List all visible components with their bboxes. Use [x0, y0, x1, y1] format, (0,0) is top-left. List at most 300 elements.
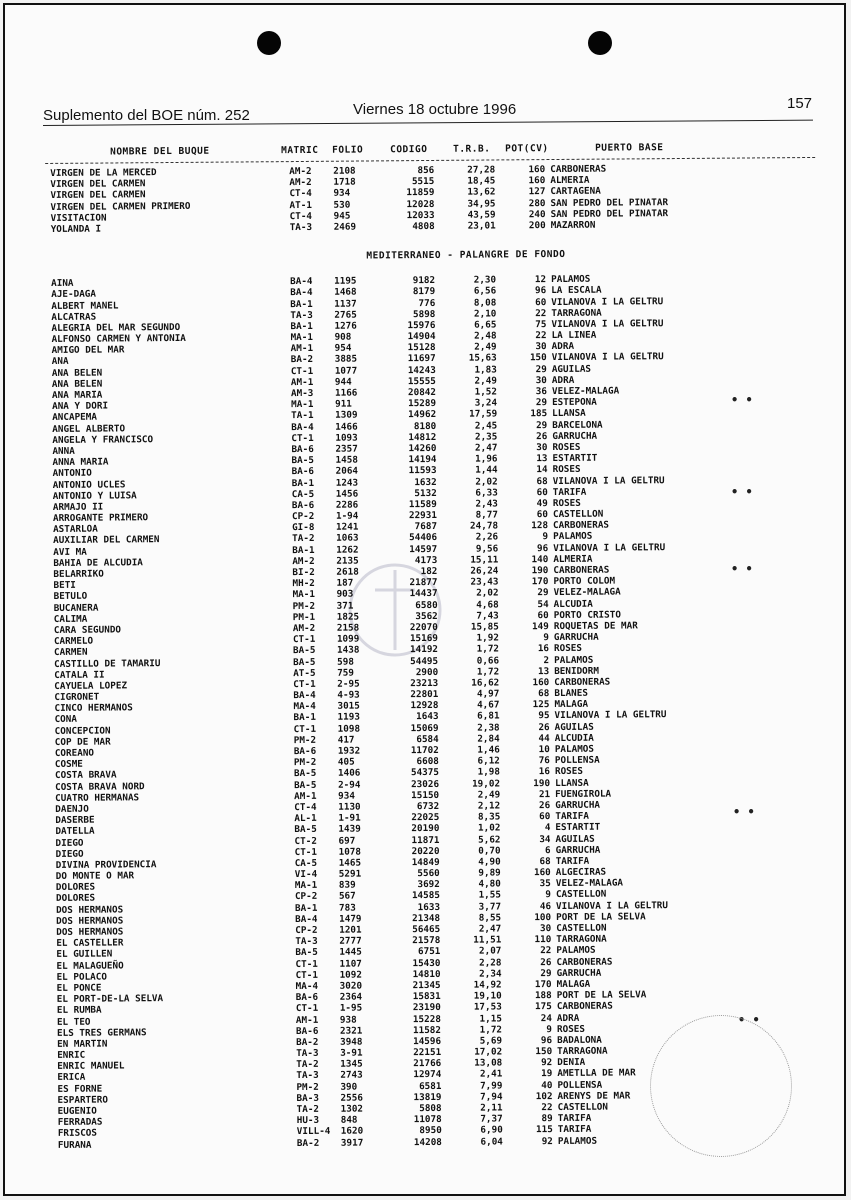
potencia-cell: 36 — [535, 386, 548, 398]
matricula-cell: BA-5 — [293, 656, 316, 668]
potencia-cell: 128 — [531, 520, 549, 532]
matricula-cell: BA-1 — [293, 712, 316, 724]
matricula-cell: MA-1 — [291, 399, 314, 411]
folio-cell: 1107 — [339, 958, 362, 970]
puerto-base-cell: VILANOVA I LA GELTRU — [555, 899, 669, 912]
folio-cell: 2-94 — [338, 779, 361, 791]
puerto-base-cell: VILANOVA I LA GELTRU — [552, 474, 665, 487]
codigo-cell: 182 — [420, 565, 438, 578]
folio-cell: 2364 — [339, 991, 363, 1003]
puerto-base-cell: ESTEPONA — [552, 396, 597, 409]
vessel-name-cell: DIEGO — [55, 837, 84, 849]
trb-cell: 2,12 — [477, 800, 501, 812]
matricula-cell: BA-5 — [295, 947, 318, 959]
folio-cell: 3020 — [339, 980, 363, 992]
trb-cell: 43,59 — [467, 209, 496, 221]
vessel-name-cell: ANGEL ALBERTO — [52, 422, 126, 435]
folio-cell: 2064 — [335, 465, 359, 478]
codigo-cell: 22025 — [411, 812, 440, 824]
vessel-name-cell: AUXILIAR DEL CARMEN — [53, 534, 160, 547]
folio-cell: 5291 — [338, 868, 362, 880]
trb-cell: 2,02 — [476, 587, 499, 600]
potencia-cell: 26 — [540, 956, 552, 968]
trb-cell: 8,35 — [477, 811, 501, 823]
potencia-cell: 29 — [537, 587, 549, 599]
codigo-cell: 21578 — [412, 935, 441, 947]
matricula-cell: CA-5 — [291, 488, 315, 500]
matricula-cell: AM-2 — [289, 165, 312, 178]
puerto-base-cell: TARRAGONA — [551, 307, 602, 319]
trb-cell: 4,97 — [476, 688, 500, 700]
folio-cell: 2286 — [335, 499, 359, 511]
codigo-cell: 15169 — [409, 633, 438, 645]
puerto-base-cell: CARBONERAS — [552, 519, 610, 532]
matricula-cell: BA-5 — [294, 824, 317, 836]
vessel-name-cell: CINCO HERMANOS — [54, 702, 133, 715]
potencia-cell: 29 — [535, 363, 547, 375]
matricula-cell: CT-1 — [295, 958, 318, 970]
matricula-cell: CT-1 — [292, 634, 316, 646]
potencia-cell: 16 — [538, 766, 551, 778]
potencia-cell: 160 — [528, 175, 546, 187]
vessel-name-cell: BETI — [53, 579, 76, 592]
trb-cell: 15,11 — [470, 554, 499, 566]
potencia-cell: 92 — [541, 1135, 553, 1147]
puerto-base-cell: AGUILAS — [554, 721, 594, 733]
matricula-cell: TA-2 — [296, 1103, 320, 1116]
codigo-cell: 1643 — [416, 711, 439, 723]
puerto-base-cell: SAN PEDRO DEL PINATAR — [550, 196, 669, 209]
potencia-cell: 190 — [533, 777, 551, 789]
matricula-cell: AM-2 — [289, 177, 312, 189]
vessel-name-cell: CARA SEGUNDO — [53, 624, 122, 636]
margin-mark: • • — [738, 1013, 760, 1027]
potencia-cell: 14 — [536, 464, 548, 476]
trb-cell: 8,55 — [478, 912, 502, 924]
vessel-name-cell: ALEGRIA DEL MAR SEGUNDO — [51, 321, 181, 334]
matricula-cell: BI-2 — [292, 566, 315, 579]
vessel-name-cell: ARMAJO II — [52, 501, 104, 513]
matricula-cell: CT-4 — [289, 188, 312, 200]
codigo-cell: 22931 — [408, 509, 437, 522]
folio-cell: 1468 — [334, 286, 357, 299]
potencia-cell: 100 — [534, 911, 552, 923]
vessel-name-cell: ANA — [51, 356, 69, 368]
puerto-base-cell: VILANOVA I LA GELTRU — [551, 351, 664, 364]
folio-cell: 2357 — [335, 443, 358, 455]
codigo-cell: 11702 — [410, 744, 439, 757]
matricula-cell: GI-8 — [292, 522, 315, 534]
codigo-cell: 15128 — [407, 342, 436, 354]
vessel-name-cell: EL POLACO — [56, 971, 107, 983]
vessel-name-cell: DASERBE — [55, 814, 95, 827]
codigo-cell: 14437 — [409, 588, 438, 600]
codigo-cell: 14904 — [407, 331, 436, 343]
folio-cell: 1201 — [339, 924, 362, 936]
punch-hole — [588, 31, 612, 55]
vessel-name-cell: ANCAPEMA — [52, 411, 97, 424]
vessel-name-cell: ELS TRES GERMANS — [56, 1026, 147, 1039]
vessel-name-cell: AINA — [51, 277, 74, 290]
potencia-cell: 26 — [538, 799, 551, 812]
codigo-cell: 20842 — [407, 386, 437, 399]
matricula-cell: BA-5 — [294, 779, 317, 791]
vessel-name-cell: DOS HERMANOS — [56, 926, 124, 938]
folio-cell: 911 — [335, 398, 352, 410]
puerto-base-cell: PALAMOS — [551, 273, 591, 286]
vessel-name-cell: EL GUILLEN — [56, 948, 113, 961]
potencia-cell: 22 — [541, 1102, 553, 1114]
puerto-base-cell: LLANSA — [555, 777, 589, 789]
vessel-name-cell: ALFONSO CARMEN Y ANTONIA — [51, 332, 186, 346]
potencia-cell: 175 — [534, 1001, 552, 1013]
potencia-cell: 22 — [535, 330, 547, 342]
codigo-cell: 54406 — [409, 532, 438, 544]
codigo-cell: 15555 — [407, 375, 436, 387]
trb-cell: 6,81 — [477, 710, 500, 723]
folio-cell: 1458 — [335, 454, 358, 466]
matricula-cell: BA-5 — [292, 645, 316, 657]
folio-cell: 2158 — [336, 622, 360, 634]
puerto-base-cell: POLLENSA — [557, 1079, 603, 1091]
potencia-cell: 150 — [529, 352, 547, 364]
folio-cell: 1098 — [337, 723, 361, 735]
vessel-name-cell: DAENJO — [55, 803, 89, 815]
potencia-cell: 9 — [546, 1023, 553, 1035]
vessel-name-cell: ANA MARIA — [51, 389, 103, 401]
puerto-base-cell: TARIFA — [557, 1124, 592, 1136]
potencia-cell: 9 — [542, 531, 549, 543]
trb-cell: 5,69 — [479, 1035, 503, 1047]
vessel-name-cell: CAYUELA LOPEZ — [54, 680, 128, 692]
matricula-cell: BA-4 — [295, 913, 318, 925]
vessel-name-cell: EL TEO — [56, 1016, 91, 1028]
potencia-cell: 9 — [543, 632, 549, 644]
matricula-cell: BA-4 — [291, 421, 314, 433]
trb-cell: 34,95 — [467, 198, 496, 210]
folio-cell: 1276 — [334, 320, 357, 332]
potencia-cell: 30 — [536, 442, 548, 454]
codigo-cell: 6751 — [417, 946, 441, 958]
puerto-base-cell: VELEZ-MALAGA — [551, 385, 620, 398]
potencia-cell: 170 — [531, 576, 549, 588]
folio-cell: 1243 — [335, 477, 359, 489]
trb-cell: 1,44 — [475, 464, 498, 476]
potencia-cell: 150 — [535, 1046, 553, 1058]
trb-cell: 1,83 — [474, 364, 497, 376]
trb-cell: 2,30 — [473, 274, 497, 286]
matricula-cell: CT-1 — [293, 723, 317, 735]
folio-cell: 944 — [334, 376, 352, 388]
puerto-base-cell: BADALONA — [557, 1034, 602, 1046]
potencia-cell: 22 — [535, 307, 547, 319]
vessel-name-cell: ANTONIO Y LUISA — [52, 489, 137, 502]
puerto-base-cell: CARTAGENA — [550, 186, 601, 198]
vessel-name-cell: BELARRIKO — [53, 568, 104, 580]
trb-cell: 1,92 — [476, 632, 499, 644]
folio-cell: 1445 — [339, 946, 362, 959]
vessel-name-cell: ENRIC MANUEL — [57, 1060, 125, 1073]
trb-cell: 4,68 — [476, 599, 499, 611]
puerto-base-cell: ESTARTIT — [555, 821, 601, 834]
folio-cell: 1-95 — [339, 1002, 363, 1015]
trb-cell: 1,72 — [476, 643, 500, 655]
potencia-cell: 19 — [541, 1068, 553, 1080]
matricula-cell: TA-1 — [291, 410, 314, 422]
trb-cell: 2,49 — [474, 375, 497, 387]
potencia-cell: 9 — [545, 889, 551, 901]
folio-cell: 2469 — [333, 221, 357, 233]
trb-cell: 2,48 — [474, 330, 497, 342]
puerto-base-cell: LA ESCALA — [551, 284, 602, 297]
margin-mark: • • — [733, 805, 755, 819]
folio-cell: 1193 — [337, 711, 360, 724]
puerto-base-cell: PORTO COLOM — [553, 575, 616, 588]
puerto-base-cell: ARENYS DE MAR — [557, 1090, 631, 1102]
potencia-cell: 29 — [540, 967, 552, 979]
codigo-cell: 12928 — [410, 700, 439, 712]
puerto-base-cell: CASTELLON — [552, 508, 604, 521]
codigo-cell: 56465 — [412, 923, 441, 936]
matricula-cell: CT-1 — [293, 678, 316, 690]
potencia-cell: 76 — [538, 755, 550, 767]
publication-title: Suplemento del BOE núm. 252 — [43, 107, 250, 124]
vessel-name-cell: CATALA II — [54, 669, 105, 681]
folio-cell: 390 — [340, 1081, 358, 1093]
folio-cell: 1439 — [338, 823, 361, 836]
codigo-cell: 11589 — [408, 498, 437, 511]
trb-cell: 7,94 — [480, 1091, 503, 1103]
folio-cell: 371 — [336, 600, 354, 612]
col-header-codigo: CODIGO — [390, 143, 428, 156]
potencia-cell: 95 — [538, 710, 550, 722]
folio-cell: 1456 — [335, 488, 359, 500]
vessel-name-cell: ANNA MARIA — [52, 456, 109, 469]
codigo-cell: 5808 — [419, 1102, 442, 1115]
trb-cell: 0,70 — [478, 845, 501, 857]
folio-cell: 934 — [338, 790, 355, 802]
puerto-base-cell: CASTELLON — [555, 889, 607, 901]
codigo-cell: 5560 — [417, 867, 440, 880]
potencia-cell: 40 — [541, 1079, 553, 1091]
matricula-cell: BA-5 — [291, 455, 314, 467]
codigo-cell: 12033 — [406, 209, 435, 221]
puerto-base-cell: ESTARTIT — [552, 452, 598, 465]
puerto-base-cell: GARRUCHA — [556, 967, 602, 979]
puerto-base-cell: VILANOVA I LA GELTRU — [551, 295, 664, 308]
vessel-name-cell: EL RUMBA — [56, 1004, 102, 1017]
potencia-cell: 54 — [537, 598, 549, 610]
codigo-cell: 14194 — [408, 454, 437, 466]
trb-cell: 18,45 — [467, 175, 496, 187]
matricula-cell: BA-1 — [291, 477, 315, 489]
folio-cell: 1078 — [338, 846, 362, 858]
puerto-base-cell: CASTELLON — [557, 1101, 609, 1114]
folio-cell: 4-93 — [337, 689, 360, 701]
folio-cell: 417 — [337, 734, 355, 746]
margin-mark: • • — [731, 562, 753, 576]
vessel-name-cell: CONA — [54, 714, 77, 726]
vessel-name-cell: FERRADAS — [57, 1116, 103, 1129]
vessel-name-cell: ALBERT MANEL — [51, 299, 119, 312]
potencia-cell: 10 — [538, 744, 550, 756]
col-header-puerto: PUERTO BASE — [595, 142, 664, 154]
vessel-name-cell: BUCANERA — [53, 602, 99, 614]
matricula-cell: PM-2 — [296, 1081, 319, 1093]
codigo-cell: 6580 — [415, 599, 438, 611]
matricula-cell: AM-1 — [294, 790, 317, 802]
folio-cell: 1166 — [334, 387, 358, 399]
vessel-name-cell: ASTARLOA — [53, 523, 98, 536]
trb-cell: 19,10 — [473, 990, 502, 1002]
puerto-base-cell: TARIFA — [557, 1112, 592, 1125]
potencia-cell: 13 — [537, 665, 550, 677]
publication-date: Viernes 18 octubre 1996 — [353, 101, 517, 118]
trb-cell: 2,11 — [480, 1102, 503, 1114]
codigo-cell: 14812 — [408, 431, 437, 443]
trb-cell: 2,47 — [474, 442, 498, 454]
puerto-base-cell: ADRA — [551, 341, 575, 353]
matricula-cell: CT-1 — [294, 846, 318, 858]
vessel-name-cell: CALIMA — [53, 613, 88, 625]
folio-cell: 945 — [333, 210, 351, 222]
puerto-base-cell: PALAMOS — [553, 531, 593, 543]
vessel-name-cell: DIEGO — [55, 848, 84, 860]
trb-cell: 2,26 — [475, 531, 499, 544]
trb-cell: 9,56 — [475, 543, 499, 555]
codigo-cell: 856 — [417, 164, 435, 177]
codigo-cell: 11871 — [411, 834, 440, 846]
matricula-cell: AM-2 — [292, 555, 315, 567]
potencia-cell: 46 — [539, 900, 552, 912]
vessel-name-cell: EUGENIO — [57, 1105, 97, 1117]
matricula-cell: AM-1 — [295, 1014, 319, 1026]
folio-cell: 1262 — [336, 544, 359, 556]
vessel-name-cell: DOLORES — [55, 893, 96, 905]
matricula-cell: PM-1 — [292, 611, 316, 623]
folio-cell: 2618 — [336, 566, 359, 578]
codigo-cell: 21877 — [409, 577, 438, 589]
potencia-cell: 16 — [537, 643, 550, 655]
folio-cell: 530 — [333, 199, 351, 211]
puerto-base-cell: TARIFA — [552, 486, 587, 498]
vessel-name-cell: COSTA BRAVA — [54, 769, 117, 782]
matricula-cell: BA-1 — [294, 902, 318, 914]
vessel-name-cell: ESPARTERO — [57, 1094, 108, 1106]
codigo-cell: 6581 — [419, 1080, 442, 1092]
folio-cell: 1-91 — [338, 812, 361, 824]
codigo-cell: 14243 — [407, 364, 436, 376]
puerto-base-cell: ROSES — [553, 643, 583, 655]
folio-cell: 1479 — [339, 913, 362, 925]
matricula-cell: CT-4 — [289, 210, 313, 222]
potencia-cell: 110 — [534, 934, 552, 946]
puerto-base-cell: VELEZ-MALAGA — [553, 586, 621, 599]
vessel-name-cell: AJE-DAGA — [51, 288, 97, 301]
puerto-base-cell: DENIA — [557, 1057, 586, 1069]
puerto-base-cell: PALAMOS — [554, 743, 595, 756]
trb-cell: 6,65 — [474, 319, 497, 331]
trb-cell: 17,53 — [473, 1001, 502, 1013]
matricula-cell: CT-1 — [291, 432, 314, 444]
matricula-cell: BA-6 — [295, 1025, 319, 1037]
matricula-cell: CP-2 — [295, 924, 318, 937]
codigo-cell: 22801 — [410, 688, 439, 701]
matricula-cell: BA-3 — [296, 1092, 319, 1104]
trb-cell: 2,43 — [475, 498, 498, 510]
vessel-name-cell: ENRIC — [57, 1049, 86, 1061]
folio-cell: 1137 — [334, 298, 357, 310]
matricula-cell: BA-6 — [295, 992, 319, 1004]
folio-cell: 839 — [338, 879, 356, 891]
puerto-base-cell: TARIFA — [555, 855, 590, 867]
col-header-matric: MATRIC — [281, 144, 319, 157]
folio-cell: 2743 — [340, 1069, 363, 1082]
puerto-base-cell: ROSES — [556, 1023, 586, 1035]
codigo-cell: 14208 — [413, 1136, 442, 1148]
matricula-cell: CP-2 — [294, 891, 318, 903]
table-body-top — [45, 162, 816, 235]
trb-cell: 23,43 — [470, 576, 499, 588]
potencia-cell: 125 — [532, 699, 550, 711]
trb-cell: 2,10 — [473, 308, 497, 320]
vessel-name-cell: DOLORES — [55, 881, 96, 894]
potencia-cell: 30 — [539, 923, 552, 935]
potencia-cell: 30 — [535, 374, 547, 386]
codigo-cell: 5132 — [414, 487, 437, 499]
matricula-cell: HU-3 — [296, 1115, 320, 1127]
puerto-base-cell: LA LINEA — [551, 329, 597, 342]
vessel-name-cell: DOS HERMANOS — [56, 915, 124, 927]
potencia-cell: 30 — [535, 341, 547, 353]
matricula-cell: BA-6 — [291, 499, 315, 511]
folio-cell: 1063 — [336, 532, 359, 545]
folio-cell: 903 — [336, 588, 354, 601]
matricula-cell: AM-2 — [292, 622, 316, 635]
matricula-cell: BA-1 — [290, 320, 313, 332]
potencia-cell: 60 — [536, 486, 548, 498]
puerto-base-cell: PORTO CRISTO — [553, 609, 621, 621]
codigo-cell: 14962 — [408, 409, 437, 421]
folio-cell: 2-95 — [337, 678, 360, 690]
trb-cell: 2,47 — [478, 923, 502, 935]
folio-cell: 598 — [337, 656, 354, 668]
vessel-name-cell: ANTONIO UCLES — [52, 478, 126, 491]
potencia-cell: 160 — [533, 867, 551, 879]
potencia-cell: 96 — [534, 285, 547, 297]
matricula-cell: BA-1 — [292, 544, 315, 556]
potencia-cell: 60 — [536, 509, 548, 521]
trb-cell: 6,56 — [473, 285, 497, 297]
puerto-base-cell: GARRUCHA — [552, 430, 598, 442]
trb-cell: 9,89 — [478, 867, 501, 879]
folio-cell: 2777 — [339, 935, 362, 947]
folio-cell: 1465 — [338, 857, 362, 869]
potencia-cell: 280 — [528, 197, 546, 209]
codigo-cell: 11582 — [412, 1024, 442, 1036]
vessel-name-cell: ANA Y DORI — [52, 400, 109, 413]
vessel-name-cell: DO MONTE O MAR — [55, 870, 135, 883]
matricula-cell: PM-2 — [293, 757, 317, 769]
matricula-cell: TA-3 — [290, 309, 313, 321]
trb-cell: 6,90 — [480, 1124, 503, 1136]
potencia-cell: 60 — [539, 811, 551, 823]
codigo-cell: 23213 — [410, 677, 439, 690]
codigo-cell: 15289 — [408, 398, 437, 410]
codigo-cell: 11593 — [408, 465, 437, 477]
potencia-cell: 96 — [536, 542, 549, 554]
trb-cell: 5,62 — [478, 833, 501, 846]
